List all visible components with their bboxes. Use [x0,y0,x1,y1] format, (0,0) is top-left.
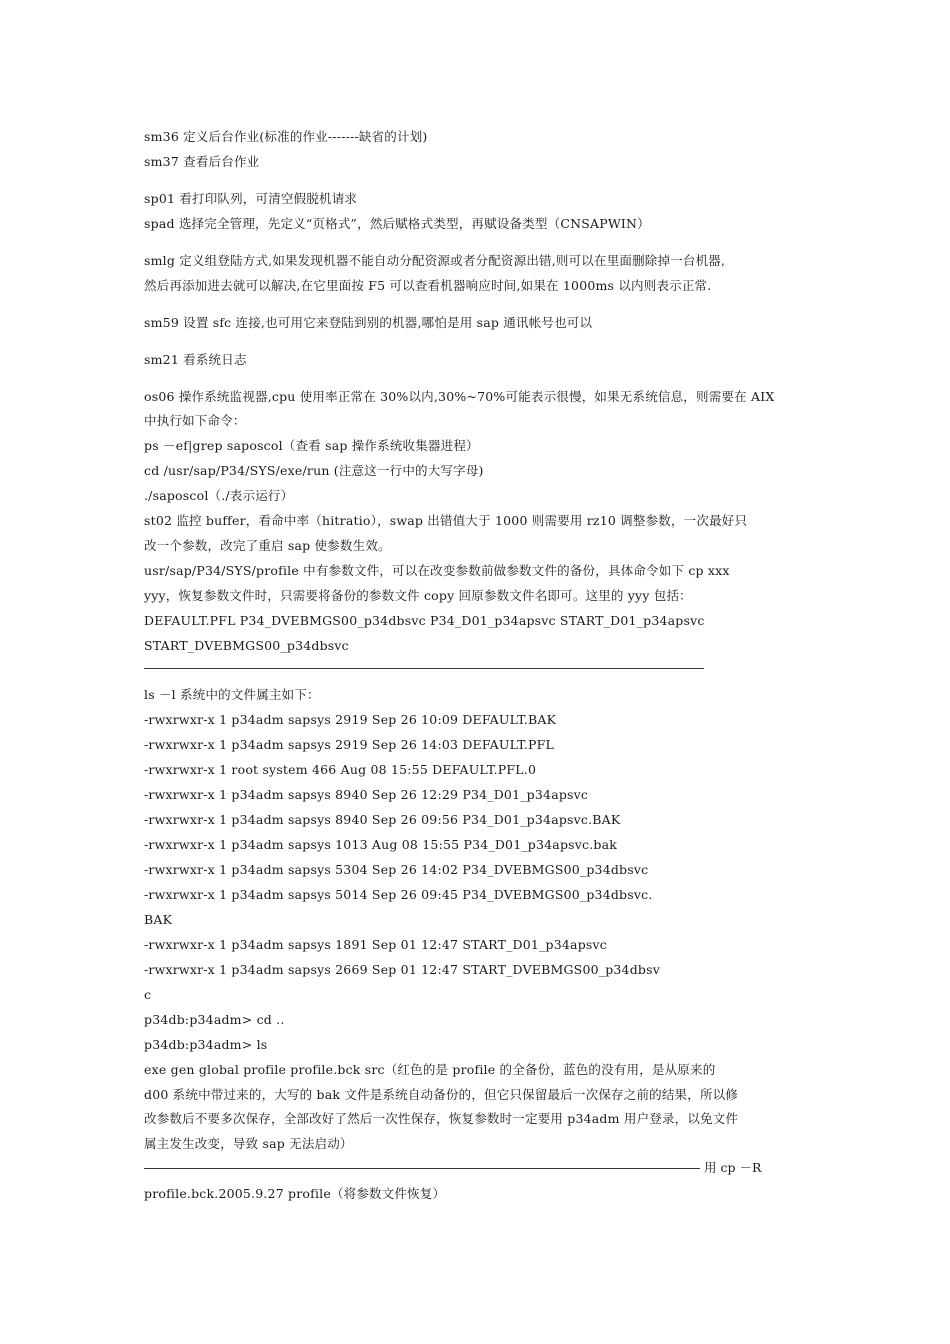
text-line: profile.bck.2005.9.27 profile（将参数文件恢复） [144,1186,446,1201]
text-line: spad 选择完全管理，先定义“页格式”，然后赋格式类型，再赋设备类型（CNSAPWIN） [144,216,650,231]
rule-tail-text: 用 cp －R [704,1160,762,1175]
text-line: smlg 定义组登陆方式,如果发现机器不能自动分配资源或者分配资源出错,则可以在里面删除掉一台机器, [144,253,726,268]
file-listing-line: -rwxrwxr-x 1 p34adm sapsys 2919 Sep 26 10:09 DEFAULT.BAK [144,712,557,727]
horizontal-rule [144,668,704,669]
command-line: ./saposcol（./表示运行） [144,488,294,503]
file-listing-line: BAK [144,912,173,927]
text-line: DEFAULT.PFL P34_DVEBMGS00_p34dbsvc P34_D01_p34apsvc START_D01_p34apsvc [144,613,705,628]
file-listing-line: c [144,987,152,1002]
file-listing-line: -rwxrwxr-x 1 p34adm sapsys 8940 Sep 26 12:29 P34_D01_p34apsvc [144,787,589,802]
command-line: p34db:p34adm> cd .. [144,1012,285,1027]
text-line: sp01 看打印队列，可清空假脱机请求 [144,191,358,206]
text-line: 改一个参数，改完了重启 sap 使参数生效。 [144,538,391,553]
file-listing-line: -rwxrwxr-x 1 p34adm sapsys 1013 Aug 08 15:55 P34_D01_p34apsvc.bak [144,837,618,852]
command-line: p34db:p34adm> ls [144,1037,268,1052]
text-line: ls －l 系统中的文件属主如下： [144,687,320,702]
command-line: ps －ef|grep saposcol（查看 sap 操作系统收集器进程） [144,438,479,453]
text-line: usr/sap/P34/SYS/profile 中有参数文件，可以在改变参数前做参数文件的备份，具体命令如下 cp xxx [144,563,730,578]
horizontal-rule [144,1168,700,1169]
command-line: cd /usr/sap/P34/SYS/exe/run (注意这一行中的大写字母) [144,463,484,478]
text-line: exe gen global profile profile.bck src（红色的是 profile 的全备份，蓝色的没有用，是从原来的 [144,1062,716,1077]
text-line: 改参数后不要多次保存，全部改好了然后一次性保存，恢复参数时一定要用 p34adm 用户登录，以免文件 [144,1111,739,1126]
text-line: 属主发生改变，导致 sap 无法启动） [144,1136,353,1151]
file-listing-line: -rwxrwxr-x 1 root system 466 Aug 08 15:55 DEFAULT.PFL.0 [144,762,537,777]
text-line: 中执行如下命令： [144,413,246,428]
text-line: START_DVEBMGS00_p34dbsvc [144,638,349,653]
file-listing-line: -rwxrwxr-x 1 p34adm sapsys 2919 Sep 26 14:03 DEFAULT.PFL [144,737,554,752]
text-line: st02 监控 buffer，看命中率（hitratio），swap 出错值大于 1000 则需要用 rz10 调整参数，一次最好只 [144,513,748,528]
text-line: sm59 设置 sfc 连接,也可用它来登陆到别的机器,哪怕是用 sap 通讯帐号也可以 [144,315,593,330]
text-line: sm37 查看后台作业 [144,154,260,169]
text-line: sm36 定义后台作业(标准的作业-------缺省的计划) [144,129,428,144]
text-line: os06 操作系统监视器,cpu 使用率正常在 30%以内,30%~70%可能表示很慢，如果无系统信息，则需要在 AIX [144,389,775,404]
file-listing-line: -rwxrwxr-x 1 p34adm sapsys 5014 Sep 26 09:45 P34_DVEBMGS00_p34dbsvc. [144,887,653,902]
text-line: sm21 看系统日志 [144,352,247,367]
file-listing-line: -rwxrwxr-x 1 p34adm sapsys 8940 Sep 26 09:56 P34_D01_p34apsvc.BAK [144,812,621,827]
file-listing-line: -rwxrwxr-x 1 p34adm sapsys 1891 Sep 01 12:47 START_D01_p34apsvc [144,937,607,952]
text-line: 然后再添加进去就可以解决,在它里面按 F5 可以查看机器响应时间,如果在 1000ms 以内则表示正常. [144,278,712,293]
file-listing-line: -rwxrwxr-x 1 p34adm sapsys 2669 Sep 01 12:47 START_DVEBMGS00_p34dbsv [144,962,660,977]
file-listing-line: -rwxrwxr-x 1 p34adm sapsys 5304 Sep 26 14:02 P34_DVEBMGS00_p34dbsvc [144,862,649,877]
text-line: d00 系统中带过来的，大写的 bak 文件是系统自动备份的，但它只保留最后一次保存之前的结果，所以修 [144,1087,739,1102]
text-line: yyy，恢复参数文件时，只需要将备份的参数文件 copy 回原参数文件名即可。这里的 yyy 包括： [144,588,692,603]
